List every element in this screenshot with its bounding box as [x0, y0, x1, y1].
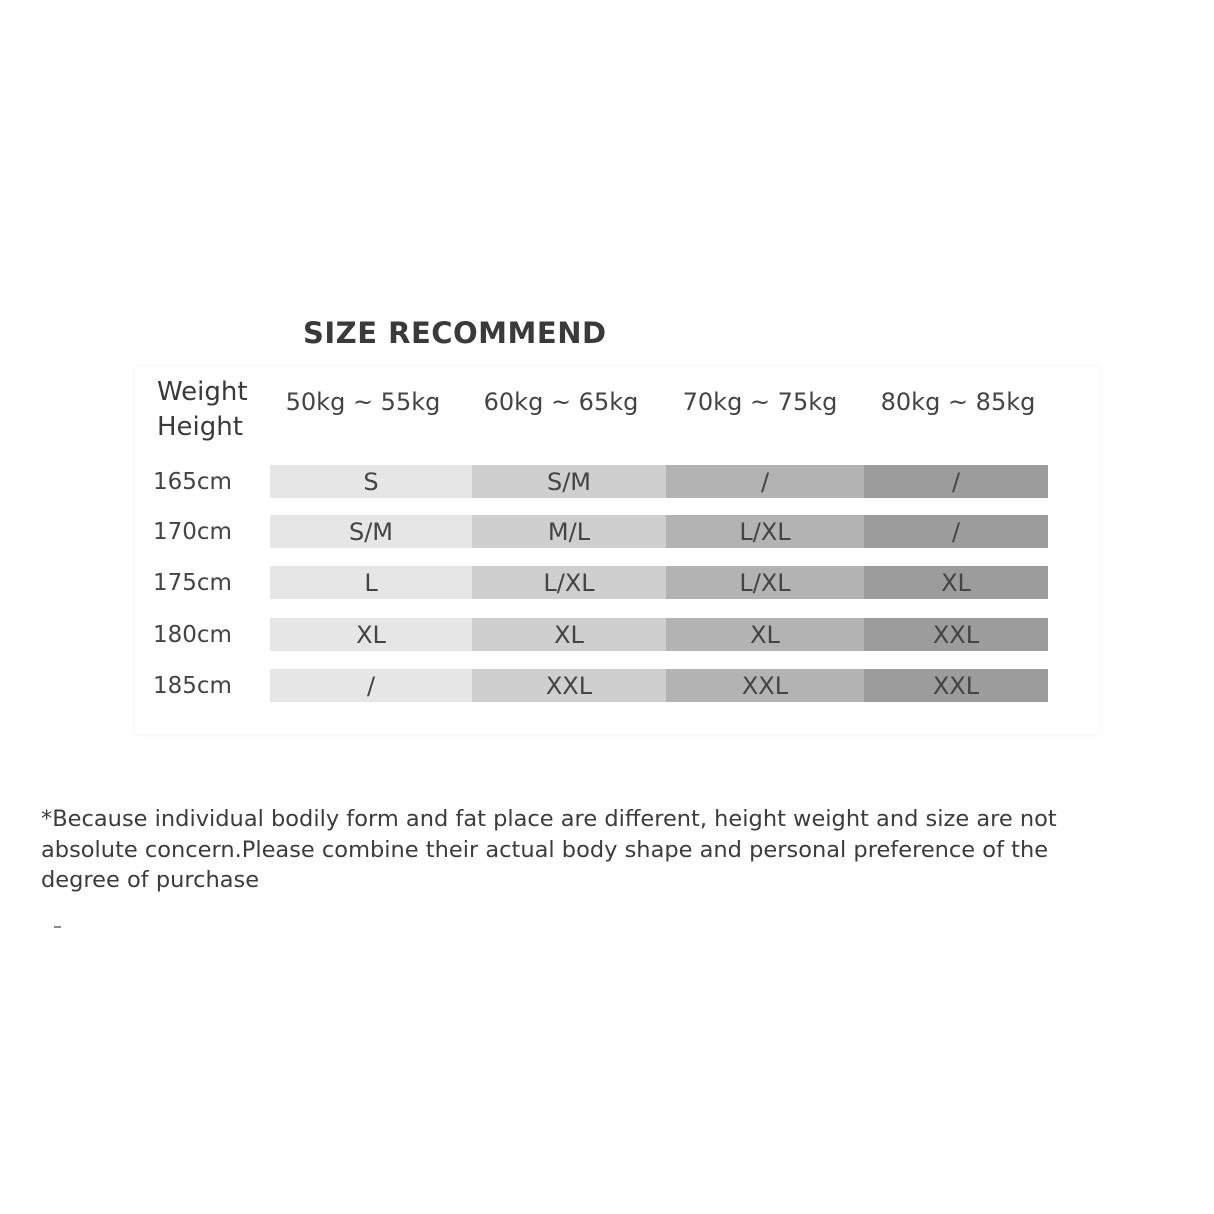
size-chart-title: SIZE RECOMMEND [303, 316, 607, 350]
size-cell: XXL [666, 669, 864, 702]
size-cell: L/XL [472, 566, 666, 599]
size-cell: XXL [472, 669, 666, 702]
size-cell: L/XL [666, 566, 864, 599]
size-cell: S/M [270, 515, 472, 548]
height-row-label: 185cm [153, 673, 232, 699]
size-cell: XXL [864, 669, 1048, 702]
size-disclaimer-note: *Because individual bodily form and fat place are different, height weight and size are not absolute concern.Please combine their actual body shape and personal preference of the degree of purchase [41, 806, 1057, 893]
height-axis-label: Height [157, 412, 243, 442]
size-cell: / [864, 515, 1048, 548]
size-cell: S [270, 465, 472, 498]
weight-column-header: 80kg ~ 85kg [880, 388, 1036, 416]
weight-column-header: 60kg ~ 65kg [483, 388, 639, 416]
weight-axis-label: Weight [157, 377, 248, 407]
size-cell: / [270, 669, 472, 702]
height-row-label: 165cm [153, 469, 232, 495]
height-row-label: 175cm [153, 570, 232, 596]
height-row-label: 170cm [153, 519, 232, 545]
size-cell: L [270, 566, 472, 599]
size-cell: XXL [864, 618, 1048, 651]
size-cell: M/L [472, 515, 666, 548]
weight-column-header: 50kg ~ 55kg [285, 388, 441, 416]
size-cell: L/XL [666, 515, 864, 548]
size-cell: XL [270, 618, 472, 651]
size-cell: / [666, 465, 864, 498]
height-row-label: 180cm [153, 622, 232, 648]
size-cell: XL [472, 618, 666, 651]
size-cell: XL [666, 618, 864, 651]
size-cell: S/M [472, 465, 666, 498]
size-cell: XL [864, 566, 1048, 599]
size-cell: / [864, 465, 1048, 498]
weight-column-header: 70kg ~ 75kg [682, 388, 838, 416]
stray-mark [54, 926, 61, 928]
